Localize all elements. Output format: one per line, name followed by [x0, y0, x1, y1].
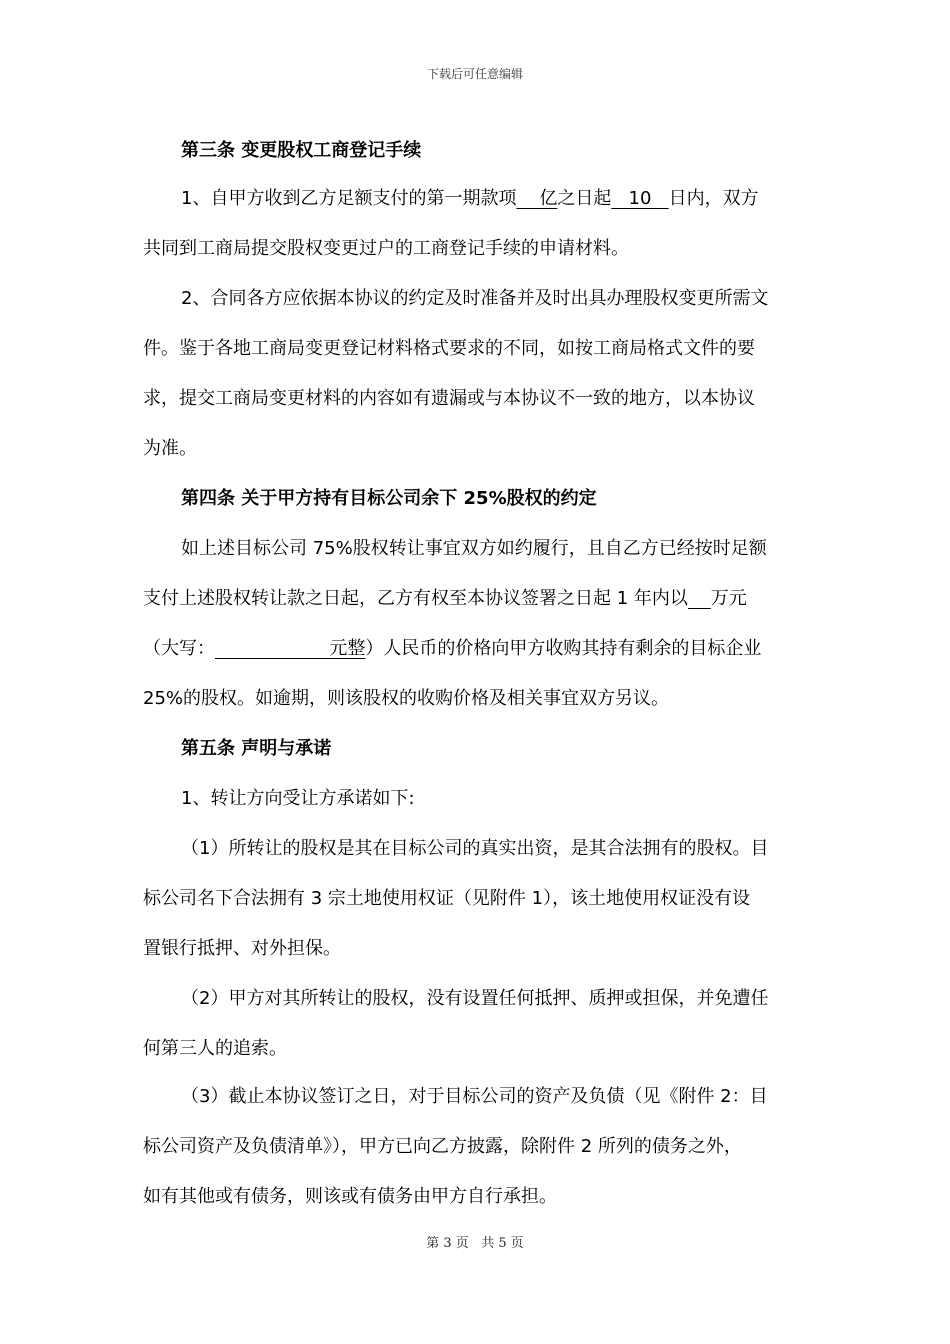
- article-5-s1-line1: （1）所转让的股权是其在目标公司的真实出资，是其合法拥有的股权。目: [181, 838, 769, 859]
- article-3-p2-line4: 为准。: [143, 438, 197, 459]
- article-5-s2-line2: 何第三人的追索。: [143, 1038, 287, 1059]
- text-run: 支付上述股权转让款之日起，乙方有权至本协议签署之日起 1 年内以: [143, 588, 688, 609]
- blank-amount-wan: [688, 588, 711, 609]
- blank-days: 10: [611, 188, 669, 209]
- article-5-s3-line1: （3）截止本协议签订之日，对于目标公司的资产及负债（见《附件 2：目: [181, 1086, 768, 1107]
- article-5-s3-line2: 标公司资产及负债清单》），甲方已向乙方披露，除附件 2 所列的债务之外，: [143, 1136, 742, 1157]
- article-5-s2-line1: （2）甲方对其所转让的股权，没有设置任何抵押、质押或担保，并免遭任: [181, 988, 769, 1009]
- article-4-line1: 如上述目标公司 75%股权转让事宜双方如约履行，且自乙方已经按时足额: [181, 538, 767, 559]
- article-4-line2: [143, 584, 807, 614]
- article-3-p2-line1: 2、合同各方应依据本协议的约定及时准备并及时出具办理股权变更所需文: [181, 288, 769, 309]
- article-4-line4: 25%的股权。如逾期，则该股权的收购价格及相关事宜双方另议。: [143, 688, 670, 709]
- article-3-p2-line2: 件。鉴于各地工商局变更登记材料格式要求的不同，如按工商局格式文件的要: [143, 338, 755, 359]
- article-3-p1-line2: 共同到工商局提交股权变更过户的工商登记手续的申请材料。: [143, 238, 629, 259]
- text-run: ）人民币的价格向甲方收购其持有剩余的目标企业: [365, 638, 762, 659]
- article-3-p1-line1: [181, 184, 807, 214]
- text-run: 万元: [710, 588, 747, 609]
- blank-amount-words: 元整: [215, 638, 366, 659]
- article-5-s3-line3: 如有其他或有债务，则该或有债务由甲方自行承担。: [143, 1186, 557, 1207]
- text-run: 1、自甲方收到乙方足额支付的第一期款项: [181, 188, 517, 209]
- article-5-item1: 1、转让方向受让方承诺如下:: [181, 788, 415, 809]
- article-5-s1-line3: 置银行抵押、对外担保。: [143, 938, 341, 959]
- text-run: 之日起: [557, 188, 612, 209]
- article-4-line3: [143, 634, 807, 664]
- article-5-title: 第五条 声明与承诺: [181, 738, 332, 759]
- text-run: 日内，双方: [668, 188, 759, 209]
- page-footer: 第 3 页 共 5 页: [426, 1236, 524, 1251]
- article-3-title: 第三条 变更股权工商登记手续: [181, 140, 422, 161]
- article-5-s1-line2: 标公司名下合法拥有 3 宗土地使用权证（见附件 1），该土地使用权证没有设: [143, 888, 751, 909]
- blank-amount-yi: 亿: [516, 188, 558, 209]
- text-run: （大写：: [143, 638, 215, 659]
- page-header: 下载后可任意编辑: [426, 67, 523, 81]
- article-3-p2-line3: 求，提交工商局变更材料的内容如有遗漏或与本协议不一致的地方，以本协议: [143, 388, 755, 409]
- article-4-title: 第四条 关于甲方持有目标公司余下 25%股权的约定: [181, 488, 597, 509]
